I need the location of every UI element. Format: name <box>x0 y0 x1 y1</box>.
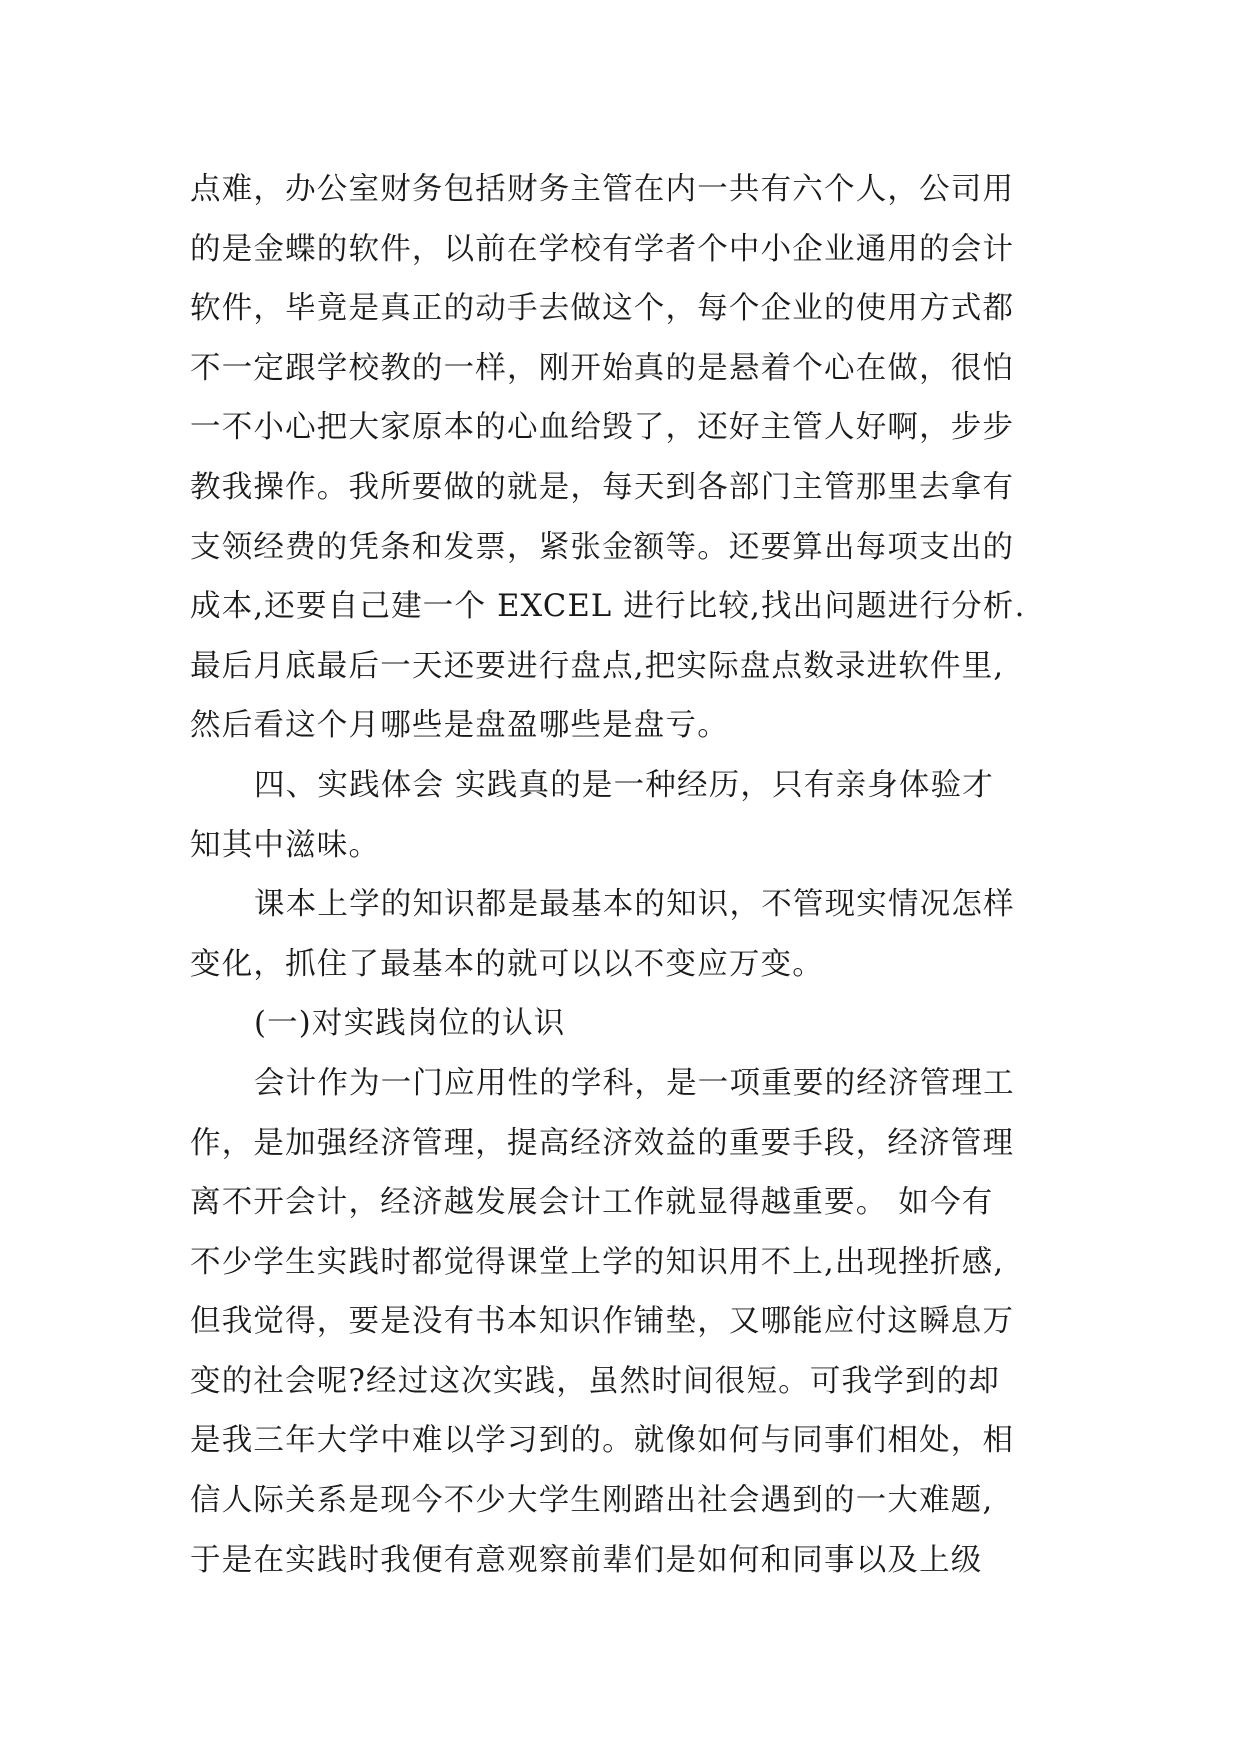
text-line: 软件，毕竟是真正的动手去做这个，每个企业的使用方式都 <box>190 291 1015 327</box>
text-line: 知其中滋味。 <box>190 827 381 863</box>
text-line: 成本,还要自己建一个 EXCEL 进行比较,找出问题进行分析. <box>190 589 1026 625</box>
text-line: 点难，办公室财务包括财务主管在内一共有六个人，公司用 <box>190 172 1015 207</box>
text-line: 支领经费的凭条和发票，紧张金额等。还要算出每项支出的 <box>190 529 1015 565</box>
text-line: 最后月底最后一天还要进行盘点,把实际盘点数录进软件里, <box>190 648 1005 684</box>
text-line: 是我三年大学中难以学习到的。就像如何与同事们相处，相 <box>190 1423 1015 1459</box>
text-line: 离不开会计，经济越发展会计工作就显得越重要。 如今有 <box>190 1185 994 1221</box>
text-line: 不一定跟学校教的一样，刚开始真的是悬着个心在做，很怕 <box>190 350 1015 386</box>
section-heading-line: 四、实践体会 实践真的是一种经历，只有亲身体验才 <box>254 767 994 803</box>
text-line: 变的社会呢?经过这次实践，虽然时间很短。可我学到的却 <box>190 1363 1001 1399</box>
text-line: 教我操作。我所要做的就是，每天到各部门主管那里去拿有 <box>190 469 1015 505</box>
text-line: 变化，抓住了最基本的就可以以不变应万变。 <box>190 946 824 982</box>
text-line: 不少学生实践时都觉得课堂上学的知识用不上,出现挫折感, <box>190 1244 1005 1280</box>
text-line: 的是金蝶的软件，以前在学校有学者个中小企业通用的会计 <box>190 231 1015 267</box>
paragraph-start-line: 会计作为一门应用性的学科，是一项重要的经济管理工 <box>254 1065 1015 1101</box>
paragraph-start-line: 课本上学的知识都是最基本的知识，不管现实情况怎样 <box>254 887 1015 923</box>
text-line: 信人际关系是现今不少大学生刚踏出社会遇到的一大难题, <box>190 1483 994 1519</box>
text-line: 作，是加强经济管理，提高经济效益的重要手段，经济管理 <box>190 1125 1015 1161</box>
text-line: 但我觉得，要是没有书本知识作铺垫，又哪能应付这瞬息万 <box>190 1304 1015 1340</box>
subsection-heading-line: (一)对实践岗位的认识 <box>254 1006 566 1042</box>
text-line: 一不小心把大家原本的心血给毁了，还好主管人好啊，步步 <box>190 410 1015 446</box>
text-line: 然后看这个月哪些是盘盈哪些是盘亏。 <box>190 708 729 744</box>
text-line: 于是在实践时我便有意观察前辈们是如何和同事以及上级 <box>190 1542 983 1578</box>
document-page <box>190 160 1060 1590</box>
